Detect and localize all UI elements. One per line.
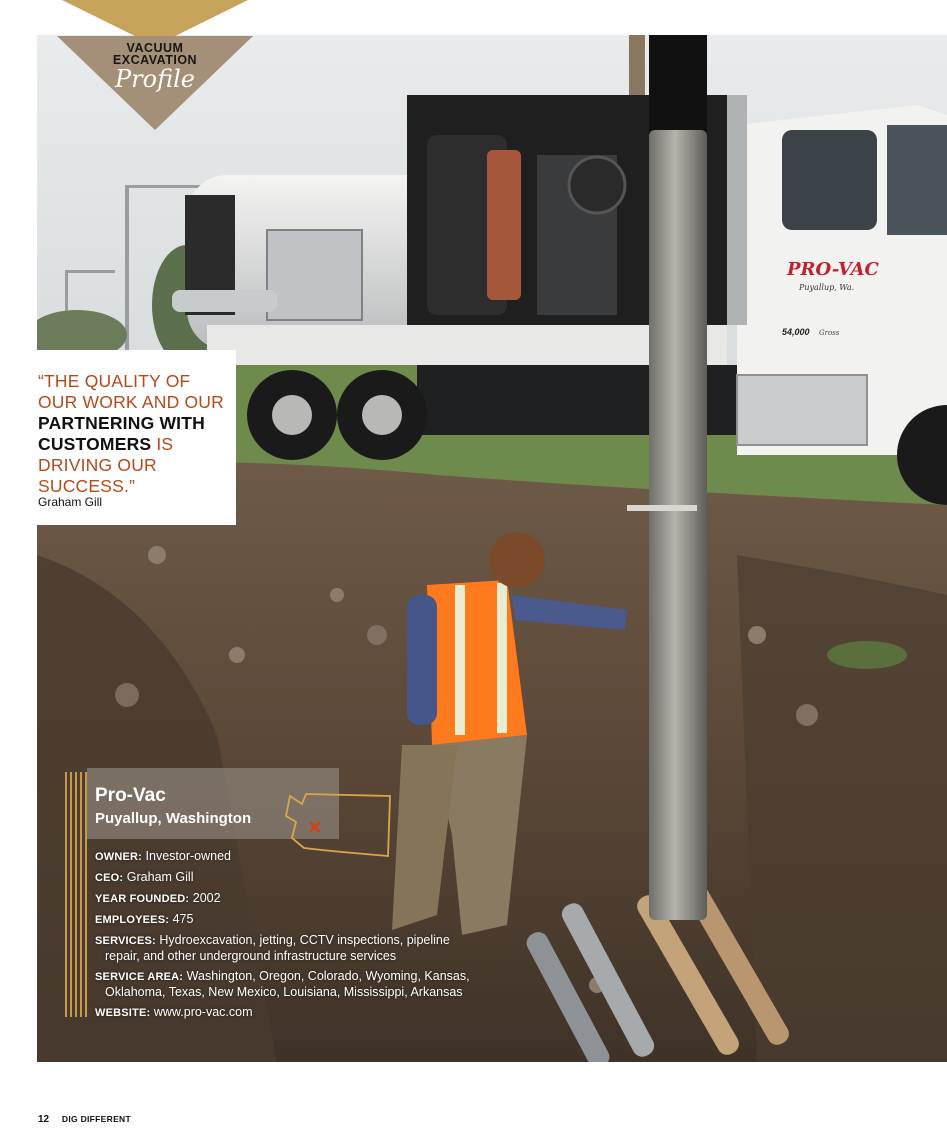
truck-tagline: Puyallup, Wa. xyxy=(799,283,855,292)
company-name: Pro-Vac xyxy=(95,785,166,806)
fact-owner: OWNER: Investor-owned xyxy=(95,849,231,863)
truck-logo: PRO-VAC xyxy=(787,259,879,280)
quote-emphasis: PARTNERING WITH CUSTOMERS xyxy=(38,413,205,454)
truck-capacity-unit: Gross xyxy=(819,329,840,337)
fact-website: WEBSITE: www.pro-vac.com xyxy=(95,1005,253,1019)
pull-quote xyxy=(38,371,228,497)
page-number: 12 xyxy=(38,1114,50,1125)
banner-script: Profile xyxy=(115,65,195,93)
fact-service-area: SERVICE AREA: Washington, Oregon, Colorado, Wyoming, Kansas, Oklahoma, Texas, New Mexico, Louisiana, Mississippi, Arkansas xyxy=(95,969,470,999)
banner-line-2: EXCAVATION xyxy=(112,53,198,67)
company-facts xyxy=(95,849,495,1026)
fact-year-founded: YEAR FOUNDED: 2002 xyxy=(95,891,221,905)
decorative-stripes xyxy=(65,772,87,1017)
fact-ceo: CEO: Graham Gill xyxy=(95,870,194,884)
fact-services: SERVICES: Hydroexcavation, jetting, CCTV inspections, pipeline repair, and other underground infrastructure services xyxy=(95,933,450,963)
banner-text xyxy=(57,42,253,91)
quote-part-1: “THE QUALITY OF OUR WORK AND OUR xyxy=(38,371,224,412)
page-footer xyxy=(38,1114,131,1125)
magazine-name: DIG DIFFERENT xyxy=(61,1114,131,1124)
company-location: Puyallup, Washington xyxy=(95,810,252,827)
website-link[interactable]: www.pro-vac.com xyxy=(153,1005,253,1019)
quote-author: Graham Gill xyxy=(38,495,103,509)
banner-line-1: VACUUM xyxy=(126,41,184,55)
fact-employees: EMPLOYEES: 475 xyxy=(95,912,194,926)
quote-part-2: IS DRIVING OUR SUCCESS.” xyxy=(38,434,174,496)
truck-capacity: 54,000 xyxy=(782,327,810,337)
